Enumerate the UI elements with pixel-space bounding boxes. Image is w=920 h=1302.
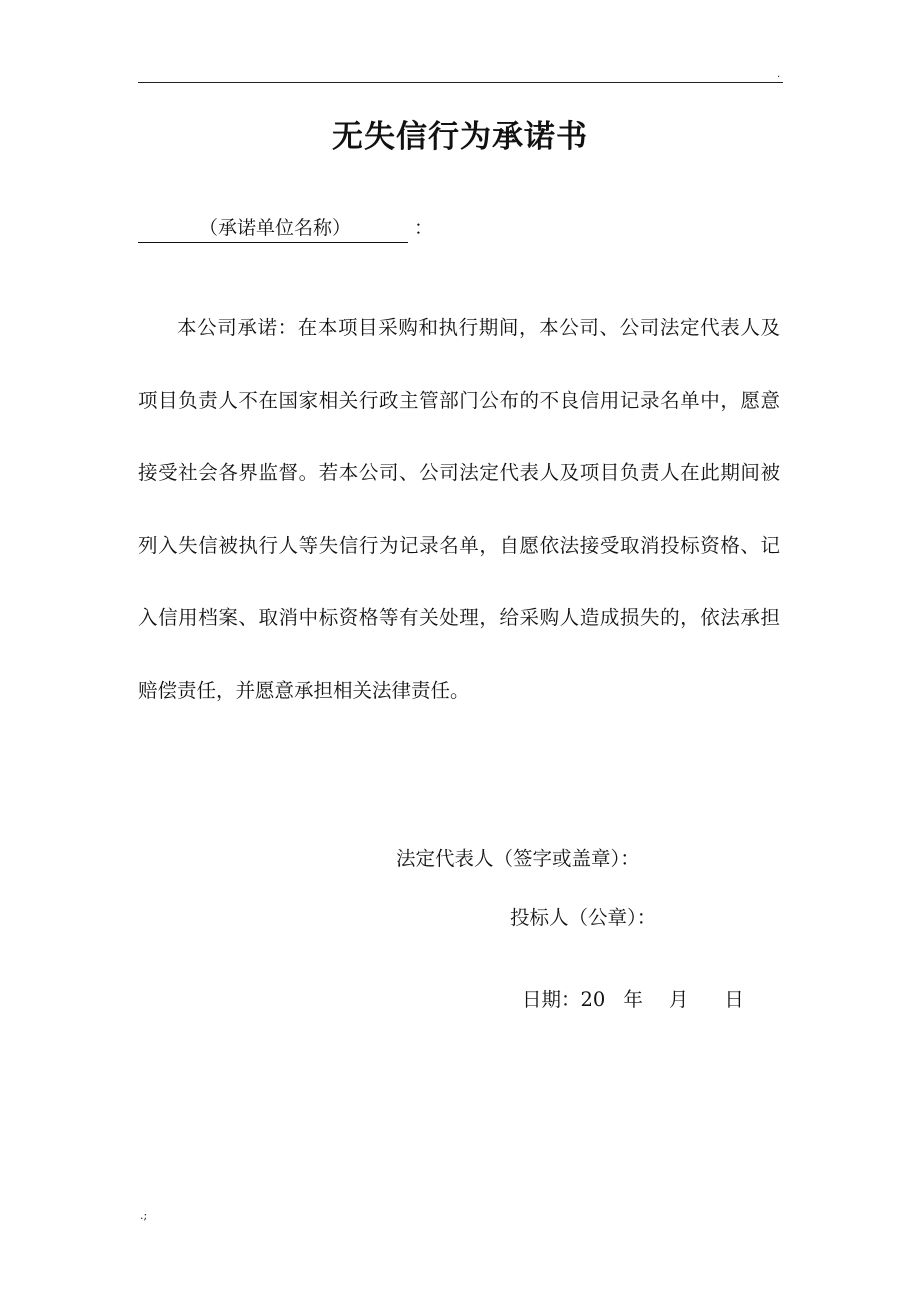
addressee-colon: ： xyxy=(414,217,434,239)
bidder-seal: 投标人（公章）： xyxy=(510,906,657,929)
addressee-line xyxy=(138,214,433,243)
header-rule xyxy=(138,82,783,83)
footer-mark: .; xyxy=(140,1209,148,1222)
date-day: 日 xyxy=(724,988,744,1011)
date-line xyxy=(522,986,744,1014)
date-label: 日期：20 xyxy=(522,988,606,1011)
header-dot: . xyxy=(777,69,781,80)
legal-representative-signature: 法定代表人（签字或盖章）： xyxy=(396,847,640,870)
date-month: 月 xyxy=(668,988,689,1011)
company-name-blank: （承诺单位名称） xyxy=(138,214,408,243)
page-title: 无失信行为承诺书 xyxy=(332,119,588,155)
commitment-body: 本公司承诺：在本项目采购和执行期间，本公司、公司法定代表人及项目负责人不在国家相关行政主管部门公布的不良信用记录名单中，愿意接受社会各界监督。若本公司、公司法定代表人及项目负责人在此期间被列入失信被执行人等失信行为记录名单，自愿依法接受取消投标资格、记入信用档案、取消中标资格等有关处理，给采购人造成损失的，依法承担赔偿责任，并愿意承担相关法律责任。 xyxy=(138,316,780,702)
date-year: 年 xyxy=(623,988,643,1011)
